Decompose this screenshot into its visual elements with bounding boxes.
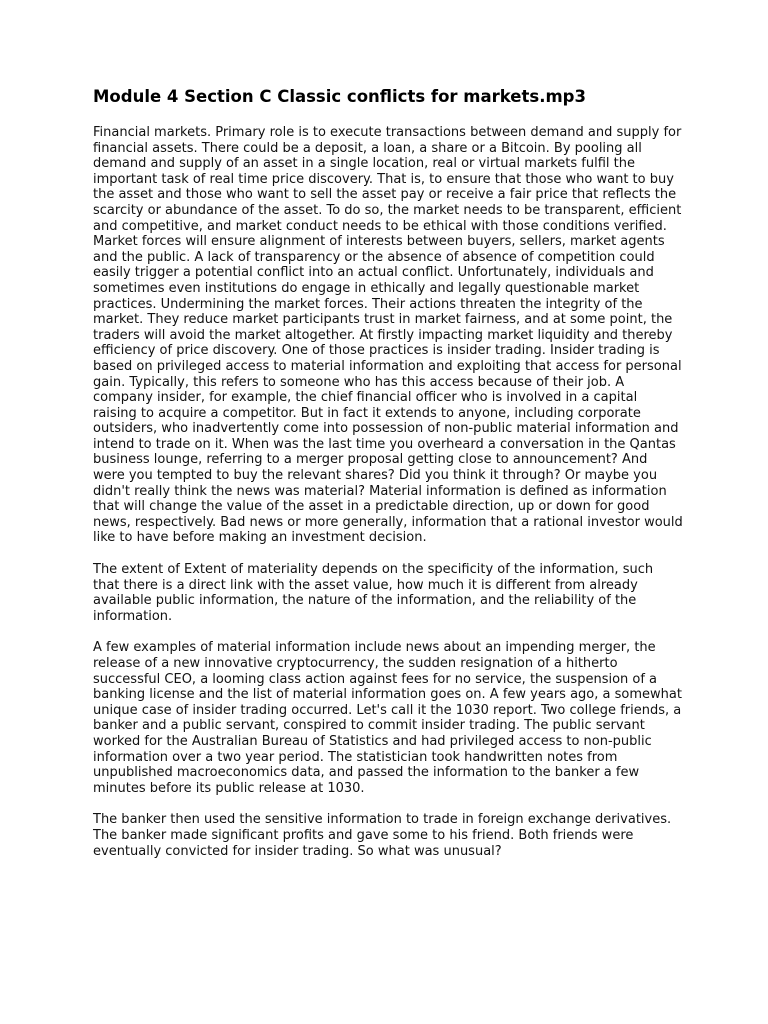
document-page bbox=[93, 87, 683, 875]
paragraph-banker-outcome: The banker then used the sensitive information to trade in foreign exchange derivatives. The banker made significant profits and gave some to his friend. Both friends were eventually convicted for insider trading. So what was unusual? bbox=[93, 812, 672, 859]
paragraph-materiality-extent: The extent of Extent of materiality depends on the specificity of the information, such that there is a direct link with the asset value, how much it is different from already available public information, the nature of the information, and the reliability of the information. bbox=[93, 562, 654, 624]
document-title: Module 4 Section C Classic conflicts for markets.mp3 bbox=[93, 87, 586, 106]
paragraph-material-examples: A few examples of material information include news about an impending merger, the release of a new innovative cryptocurrency, the sudden resignation of a hitherto successful CEO, a looming class action against fees for no service, the suspension of a banking license and the list of material information goes on. A few years ago, a somewhat unique case of insider trading occurred. Let's call it the 1030 report. Two college friends, a banker and a public servant, conspired to commit insider trading. The public servant worked for the Australian Bureau of Statistics and had privileged access to non-public information over a two year period. The statistician took handwritten notes from unpublished macroeconomics data, and passed the information to the banker a few minutes before its public release at 1030. bbox=[93, 640, 682, 796]
paragraph-market-role: Financial markets. Primary role is to execute transactions between demand and supply for financial assets. There could be a deposit, a loan, a share or a Bitcoin. By pooling all demand and supply of an asset in a single location, real or virtual markets fulfil the important task of real time price discovery. That is, to ensure that those who want to buy the asset and those who want to sell the asset pay or receive a fair price that reflects the scarcity or abundance of the asset. To do so, the market needs to be transparent, efficient and competitive, and market conduct needs to be ethical with those conditions verified. Market forces will ensure alignment of interests between buyers, sellers, market agents and the public. A lack of transparency or the absence of absence of competition could easily trigger a potential conflict into an actual conflict. Unfortunately, individuals and sometimes even institutions do engage in ethically and legally questionable market practices. Undermining the market forces. Their actions threaten the integrity of the market. They reduce market participants trust in market fairness, and at some point, the traders will avoid the market altogether. At firstly impacting market liquidity and thereby efficiency of price discovery. One of those practices is insider trading. Insider trading is based on privileged access to material information and exploiting that access for personal gain. Typically, this refers to someone who has this access because of their job. A company insider, for example, the chief financial officer who is involved in a capital raising to acquire a competitor. But in fact it extends to anyone, including corporate outsiders, who inadvertently come into possession of non-public material information and intend to trade on it. When was the last time you overheard a conversation in the Qantas business lounge, referring to a merger proposal getting close to announcement? And were you tempted to buy the relevant shares? Did you think it through? Or maybe you didn't really think the news was material? Material information is defined as information that will change the value of the asset in a predictable direction, up or down for good news, respectively. Bad news or more generally, information that a rational investor would like to have before making an investment decision. bbox=[93, 125, 683, 546]
